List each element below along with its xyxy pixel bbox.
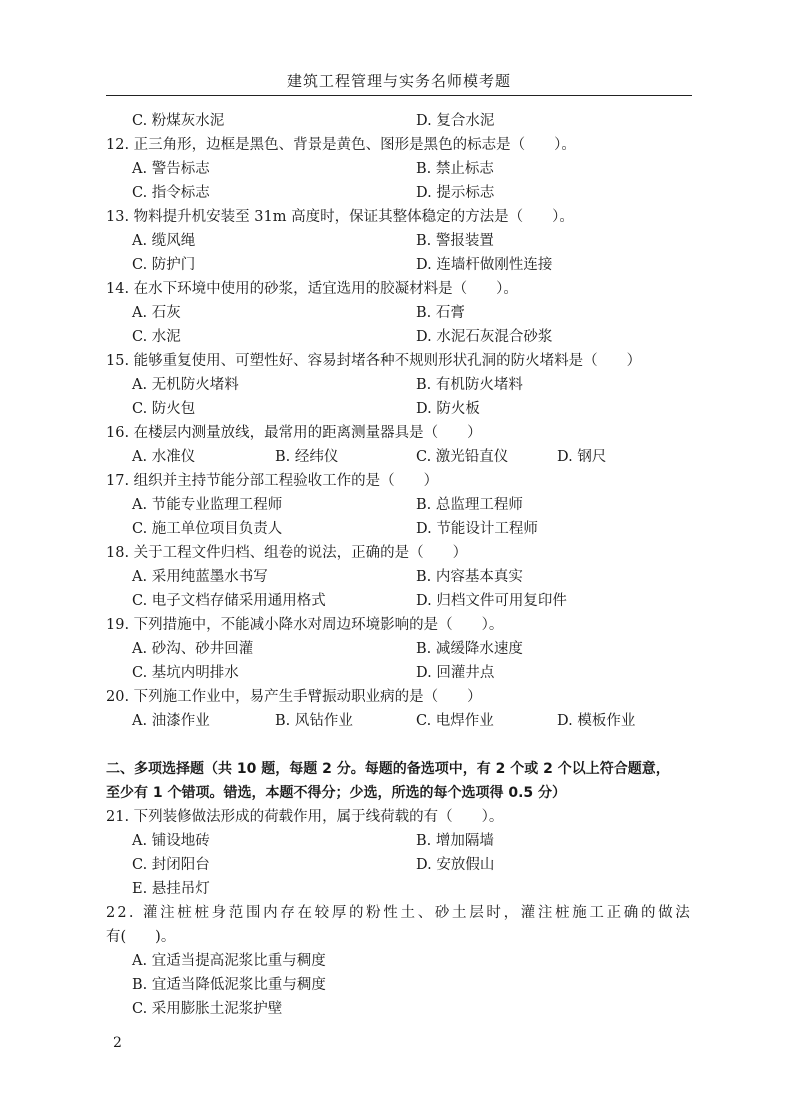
option-d: D. 连墙杆做刚性连接 bbox=[416, 257, 553, 273]
question-16-stem: 16. 在楼层内测量放线，最常用的距离测量器具是（ ） bbox=[106, 425, 482, 441]
options-row bbox=[106, 253, 692, 277]
option-b: B. 禁止标志 bbox=[416, 161, 494, 177]
section-heading-line2: 至少有 1 个错项。错选，本题不得分；少选，所选的每个选项得 0.5 分） bbox=[106, 785, 567, 801]
options-row bbox=[106, 877, 692, 901]
question-12-stem: 12. 正三角形，边框是黑色、背景是黄色、图形是黑色的标志是（ ）。 bbox=[106, 137, 576, 153]
option-d: D. 安放假山 bbox=[416, 857, 495, 873]
section-spacer bbox=[106, 733, 692, 757]
option-b: B. 有机防火堵料 bbox=[416, 377, 523, 393]
option-a: A. 节能专业监理工程师 bbox=[132, 497, 283, 513]
options-row bbox=[106, 301, 692, 325]
options-row bbox=[106, 109, 692, 133]
option-d: D. 复合水泥 bbox=[416, 113, 495, 129]
options-row bbox=[106, 373, 692, 397]
option-b: B. 风钻作业 bbox=[275, 713, 353, 729]
option-b: B. 石膏 bbox=[416, 305, 465, 321]
option-a: A. 油漆作业 bbox=[132, 713, 210, 729]
option-c: C. 指令标志 bbox=[132, 185, 210, 201]
option-c: C. 水泥 bbox=[132, 329, 181, 345]
option-d: D. 回灌井点 bbox=[416, 665, 495, 681]
options-row bbox=[106, 181, 692, 205]
option-c: C. 采用膨胀土泥浆护壁 bbox=[132, 1001, 283, 1017]
options-row bbox=[106, 397, 692, 421]
question-content bbox=[106, 109, 692, 1021]
options-row bbox=[106, 229, 692, 253]
options-row bbox=[106, 709, 692, 733]
option-d: D. 水泥石灰混合砂浆 bbox=[416, 329, 553, 345]
option-a: A. 铺设地砖 bbox=[132, 833, 210, 849]
question-14-stem: 14. 在水下环境中使用的砂浆，适宜选用的胶凝材料是（ ）。 bbox=[106, 281, 518, 297]
option-a: A. 宜适当提高泥浆比重与稠度 bbox=[132, 953, 326, 969]
option-d: D. 归档文件可用复印件 bbox=[416, 593, 567, 609]
options-row bbox=[106, 565, 692, 589]
option-b: B. 减缓降水速度 bbox=[416, 641, 523, 657]
option-a: A. 警告标志 bbox=[132, 161, 210, 177]
question-21-stem: 21. 下列装修做法形成的荷载作用，属于线荷载的有（ ）。 bbox=[106, 809, 504, 825]
option-c: C. 基坑内明排水 bbox=[132, 665, 239, 681]
option-a: A. 砂沟、砂井回灌 bbox=[132, 641, 254, 657]
options-row bbox=[106, 517, 692, 541]
header-divider bbox=[106, 95, 692, 96]
option-c: C. 激光铅直仪 bbox=[416, 449, 509, 465]
option-c: C. 电子文档存储采用通用格式 bbox=[132, 593, 326, 609]
question-22-stem-line1: 22. 灌注桩桩身范围内存在较厚的粉性土、砂土层时，灌注桩施工正确的做法 bbox=[106, 905, 692, 921]
option-b: B. 总监理工程师 bbox=[416, 497, 523, 513]
option-a: A. 水准仪 bbox=[132, 449, 196, 465]
option-c: C. 封闭阳台 bbox=[132, 857, 210, 873]
question-20-stem: 20. 下列施工作业中，易产生手臂振动职业病的是（ ） bbox=[106, 689, 482, 705]
options-row bbox=[106, 589, 692, 613]
options-row bbox=[106, 661, 692, 685]
options-row bbox=[106, 157, 692, 181]
question-15-stem: 15. 能够重复使用、可塑性好、容易封堵各种不规则形状孔洞的防火堵料是（ ） bbox=[106, 353, 642, 369]
option-c: C. 防火包 bbox=[132, 401, 196, 417]
option-a: A. 采用纯蓝墨水书写 bbox=[132, 569, 268, 585]
options-row bbox=[106, 637, 692, 661]
question-18-stem: 18. 关于工程文件归档、组卷的说法，正确的是（ ） bbox=[106, 545, 468, 561]
option-a: A. 无机防火堵料 bbox=[132, 377, 239, 393]
option-b: B. 经纬仪 bbox=[275, 449, 339, 465]
options-row bbox=[106, 445, 692, 469]
question-17-stem: 17. 组织并主持节能分部工程验收工作的是（ ） bbox=[106, 473, 439, 489]
question-19-stem: 19. 下列措施中，不能减小降水对周边环境影响的是（ ）。 bbox=[106, 617, 504, 633]
option-b: B. 警报装置 bbox=[416, 233, 494, 249]
option-d: D. 模板作业 bbox=[557, 713, 636, 729]
option-a: A. 缆风绳 bbox=[132, 233, 196, 249]
option-d: D. 防火板 bbox=[416, 401, 480, 417]
option-b: B. 宜适当降低泥浆比重与稠度 bbox=[132, 977, 326, 993]
option-c: C. 粉煤灰水泥 bbox=[132, 113, 225, 129]
option-b: B. 增加隔墙 bbox=[416, 833, 494, 849]
section-heading-line1: 二、多项选择题（共 10 题，每题 2 分。每题的备选项中，有 2 个或 2 个以上符合题意， bbox=[106, 761, 670, 777]
option-b: B. 内容基本真实 bbox=[416, 569, 523, 585]
question-13-stem: 13. 物料提升机安装至 31m 高度时，保证其整体稳定的方法是（ ）。 bbox=[106, 209, 574, 225]
options-row bbox=[106, 853, 692, 877]
option-d: D. 钢尺 bbox=[557, 449, 607, 465]
option-c: C. 施工单位项目负责人 bbox=[132, 521, 283, 537]
option-c: C. 防护门 bbox=[132, 257, 196, 273]
option-a: A. 石灰 bbox=[132, 305, 181, 321]
options-row bbox=[106, 325, 692, 349]
option-d: D. 节能设计工程师 bbox=[416, 521, 538, 537]
question-22-stem-line2: 有( )。 bbox=[106, 929, 176, 945]
page-header-title: 建筑工程管理与实务名师模考题 bbox=[286, 72, 511, 90]
option-c: C. 电焊作业 bbox=[416, 713, 494, 729]
options-row bbox=[106, 829, 692, 853]
option-d: D. 提示标志 bbox=[416, 185, 495, 201]
option-e: E. 悬挂吊灯 bbox=[132, 881, 210, 897]
options-row bbox=[106, 493, 692, 517]
page-number: 2 bbox=[113, 1035, 122, 1051]
